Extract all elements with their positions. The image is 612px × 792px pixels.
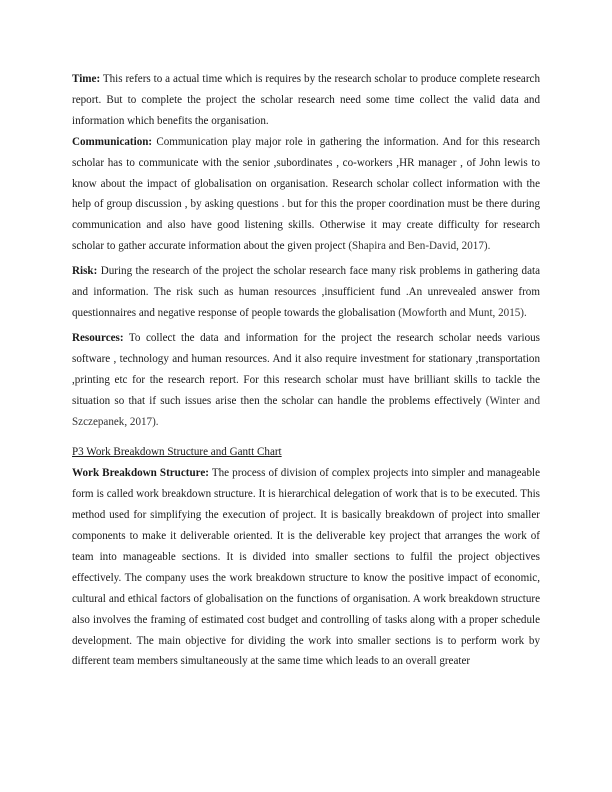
paragraph-time: [72, 69, 540, 132]
paragraph-text: During the research of the project the scholar research face many risk problems in gathering data and information. The risk such as human resources ,insufficient fund .An unrevealed answer from questionnaires and negative response of people towards the globalisation: [72, 265, 540, 319]
term-label: Work Breakdown Structure:: [72, 467, 209, 480]
term-label: Time:: [72, 73, 101, 85]
paragraph-resources: [72, 328, 540, 433]
term-label: Resources:: [72, 331, 124, 344]
paragraph-communication: [72, 132, 540, 257]
term-label: Communication:: [72, 135, 153, 148]
section-heading: P3 Work Breakdown Structure and Gantt Chart: [72, 446, 282, 459]
paragraph-text: To collect the data and information for the project the research scholar needs various software , technology and human resources. And it also require investment for stationary ,transportation ,printing etc for the research report. For this research scholar must have brilliant skills to tackle the situation so that if such issues arise then the scholar can handle the problems effectively: [72, 331, 540, 407]
paragraph-text: This refers to a actual time which is requires by the research scholar to produce complete research report. But to complete the project the scholar research need some time collect the valid data and information which benefits the organisation.: [72, 73, 540, 127]
term-label: Risk:: [72, 265, 98, 278]
paragraph-text: The process of division of complex projects into simpler and manageable form is called work breakdown structure. It is hierarchical delegation of work that is to be executed. This method used for simplifying the execution of project. It is basically breakdown of project into smaller components to make it deliverable oriented. It is the deliverable key project that arranges the work of team into manageable sections. It is divided into smaller sections to fulfil the project objectives effectively. The company uses the work breakdown structure to know the positive impact of economic, cultural and ethical factors of globalisation on the functions of organisation. A work breakdown structure also involves the framing of estimated cost budget and controlling of tasks along with a proper schedule development. The main objective for dividing the work into smaller sections is to perform work by different team members simultaneously at the same time which leads to an overall greater: [72, 467, 540, 668]
paragraph-text: Communication play major role in gathering the information. And for this research scholar has to communicate with the senior ,subordinates , co-workers ,HR manager , of John lewis to know about the impact of globalisation on organisation. Research scholar collect information with the help of group discussion , by asking questions . but for this the proper coordination must be there during communication and also have good listening skills. Otherwise it may create difficulty for research scholar to gather accurate information about the given project: [72, 135, 540, 253]
paragraph-risk: [72, 261, 540, 324]
citation: (Winter and Szczepanek, 2017).: [72, 394, 541, 428]
citation: (Mowforth and Munt, 2015).: [398, 306, 527, 319]
document-body: [72, 69, 540, 672]
citation: (Shapira and Ben-David, 2017).: [348, 240, 491, 253]
paragraph-wbs: [72, 463, 540, 672]
